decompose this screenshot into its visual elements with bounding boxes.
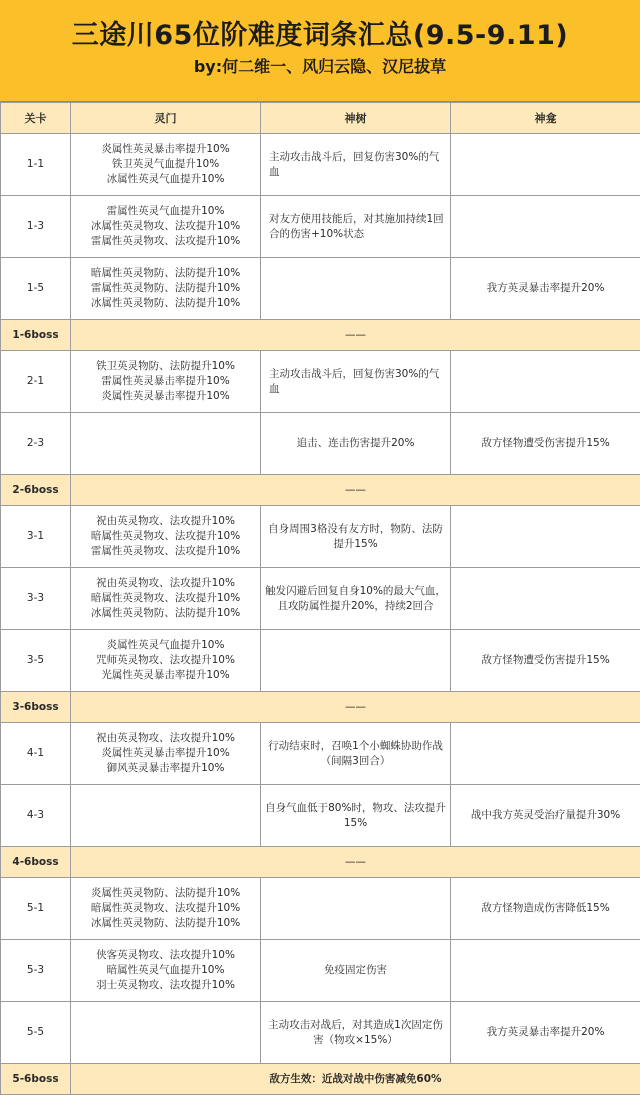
lingmen-affix: 炎属性英灵物防、法防提升10% [75,886,256,901]
lingmen-affix: 炎属性英灵气血提升10% [75,638,256,653]
shenshu-cell: 主动攻击对战后，对其造成1次固定伤害（物攻×15%） [261,1002,451,1064]
shenshu-cell: 主动攻击战斗后，回复伤害30%的气血 [261,134,451,196]
lingmen-affix: 暗属性英灵气血提升10% [75,963,256,978]
boss-effect: —— [71,692,640,723]
shenkan-cell: 我方英灵暴击率提升20% [451,258,640,320]
boss-row [1,847,640,878]
stage-row [1,351,640,413]
lingmen-affix: 暗属性英灵物攻、法攻提升10% [75,591,256,606]
final-boss-effect: 敌方生效：近战对战中伤害减免60% [71,1064,640,1095]
lingmen-affix: 炎属性英灵暴击率提升10% [75,142,256,157]
shenkan-cell [451,196,640,258]
lingmen-affix: 祝由英灵物攻、法攻提升10% [75,514,256,529]
boss-effect: —— [71,475,640,506]
lingmen-affix: 暗属性英灵物防、法防提升10% [75,266,256,281]
stage-row [1,1002,640,1064]
table-body [1,134,640,1095]
boss-level: 3-6boss [1,692,71,723]
col-header-shenshu: 神树 [261,103,451,134]
stage-row [1,506,640,568]
page-credits: by:何二维一、风归云隐、汉尼拔草 [0,57,640,77]
stage-row [1,785,640,847]
affix-table [0,102,640,1095]
boss-effect: —— [71,320,640,351]
table-header-row [1,103,640,134]
lingmen-cell [71,878,261,940]
lingmen-cell [71,196,261,258]
lingmen-affix: 御风英灵暴击率提升10% [75,761,256,776]
lingmen-cell [71,506,261,568]
page-header [0,0,640,102]
boss-level: 5-6boss [1,1064,71,1095]
shenshu-cell: 触发闪避后回复自身10%的最大气血，且攻防属性提升20%，持续2回合 [261,568,451,630]
stage-row [1,568,640,630]
stage-row [1,630,640,692]
lingmen-affix: 羽士英灵物攻、法攻提升10% [75,978,256,993]
shenshu-cell: 免疫固定伤害 [261,940,451,1002]
boss-effect: —— [71,847,640,878]
shenkan-cell: 我方英灵暴击率提升20% [451,1002,640,1064]
page-title: 三途川65位阶难度词条汇总(9.5-9.11) [0,0,640,52]
shenshu-cell [261,630,451,692]
lingmen-cell [71,413,261,475]
lingmen-affix: 铁卫英灵物防、法防提升10% [75,359,256,374]
shenshu-cell: 主动攻击战斗后，回复伤害30%的气血 [261,351,451,413]
boss-row [1,320,640,351]
lingmen-affix: 祝由英灵物攻、法攻提升10% [75,576,256,591]
lingmen-affix: 雷属性英灵气血提升10% [75,204,256,219]
stage-level: 4-1 [1,723,71,785]
stage-row [1,258,640,320]
shenkan-cell [451,506,640,568]
stage-row [1,723,640,785]
lingmen-affix: 雷属性英灵暴击率提升10% [75,374,256,389]
shenkan-cell [451,568,640,630]
lingmen-affix: 铁卫英灵气血提升10% [75,157,256,172]
lingmen-cell [71,258,261,320]
shenkan-cell [451,351,640,413]
col-header-lingmen: 灵门 [71,103,261,134]
shenshu-cell [261,878,451,940]
lingmen-cell [71,785,261,847]
lingmen-affix: 冰属性英灵物防、法防提升10% [75,606,256,621]
stage-row [1,940,640,1002]
stage-level: 4-3 [1,785,71,847]
lingmen-cell [71,723,261,785]
stage-row [1,413,640,475]
stage-level: 3-3 [1,568,71,630]
lingmen-affix: 雷属性英灵物攻、法攻提升10% [75,544,256,559]
shenkan-cell [451,134,640,196]
lingmen-cell [71,134,261,196]
stage-row [1,878,640,940]
lingmen-affix: 雷属性英灵物攻、法攻提升10% [75,234,256,249]
boss-row [1,692,640,723]
stage-row [1,134,640,196]
shenshu-cell: 追击、连击伤害提升20% [261,413,451,475]
col-header-level: 关卡 [1,103,71,134]
lingmen-cell [71,630,261,692]
stage-level: 1-1 [1,134,71,196]
shenkan-cell: 敌方怪物造成伤害降低15% [451,878,640,940]
final-boss-row [1,1064,640,1095]
stage-level: 5-5 [1,1002,71,1064]
shenshu-cell: 行动结束时，召唤1个小蜘蛛协助作战（间隔3回合） [261,723,451,785]
lingmen-affix: 炎属性英灵暴击率提升10% [75,389,256,404]
lingmen-affix: 冰属性英灵物攻、法攻提升10% [75,219,256,234]
lingmen-affix: 暗属性英灵物攻、法攻提升10% [75,901,256,916]
shenkan-cell: 战中我方英灵受治疗量提升30% [451,785,640,847]
stage-level: 5-1 [1,878,71,940]
stage-level: 1-5 [1,258,71,320]
shenshu-cell [261,258,451,320]
stage-level: 2-3 [1,413,71,475]
lingmen-affix: 冰属性英灵气血提升10% [75,172,256,187]
stage-level: 5-3 [1,940,71,1002]
lingmen-affix: 冰属性英灵物防、法防提升10% [75,296,256,311]
lingmen-cell [71,940,261,1002]
stage-row [1,196,640,258]
lingmen-affix: 雷属性英灵物防、法防提升10% [75,281,256,296]
stage-level: 1-3 [1,196,71,258]
boss-level: 1-6boss [1,320,71,351]
lingmen-cell [71,1002,261,1064]
stage-level: 2-1 [1,351,71,413]
stage-level: 3-1 [1,506,71,568]
boss-row [1,475,640,506]
lingmen-cell [71,568,261,630]
col-header-shenkan: 神龛 [451,103,640,134]
lingmen-affix: 暗属性英灵物攻、法攻提升10% [75,529,256,544]
shenkan-cell [451,940,640,1002]
boss-level: 2-6boss [1,475,71,506]
lingmen-affix: 咒师英灵物攻、法攻提升10% [75,653,256,668]
stage-level: 3-5 [1,630,71,692]
shenkan-cell: 敌方怪物遭受伤害提升15% [451,413,640,475]
lingmen-affix: 冰属性英灵物防、法防提升10% [75,916,256,931]
lingmen-affix: 炎属性英灵暴击率提升10% [75,746,256,761]
lingmen-affix: 祝由英灵物攻、法攻提升10% [75,731,256,746]
shenkan-cell: 敌方怪物遭受伤害提升15% [451,630,640,692]
shenkan-cell [451,723,640,785]
lingmen-affix: 光属性英灵暴击率提升10% [75,668,256,683]
shenshu-cell: 自身气血低于80%时，物攻、法攻提升15% [261,785,451,847]
boss-level: 4-6boss [1,847,71,878]
lingmen-affix: 侠客英灵物攻、法攻提升10% [75,948,256,963]
shenshu-cell: 自身周围3格没有友方时，物防、法防提升15% [261,506,451,568]
lingmen-cell [71,351,261,413]
shenshu-cell: 对友方使用技能后，对其施加持续1回合的伤害+10%状态 [261,196,451,258]
